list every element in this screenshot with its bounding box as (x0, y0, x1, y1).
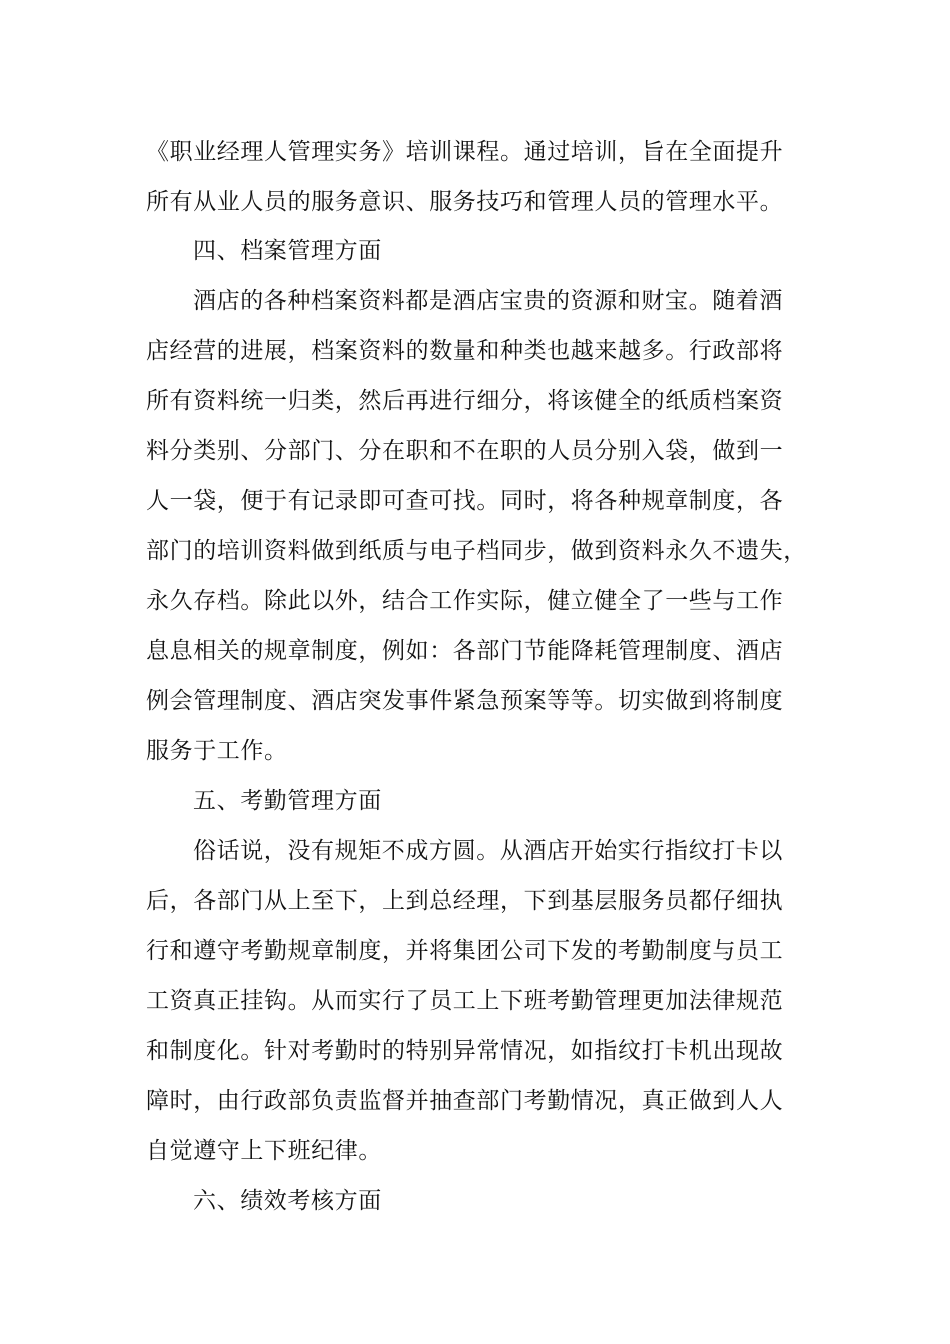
section-heading: 六、绩效考核方面 (193, 1188, 382, 1214)
paragraph-line: 《职业经理人管理实务》培训课程。通过培训，旨在全面提升 (146, 139, 784, 165)
paragraph-line: 酒店的各种档案资料都是酒店宝贵的资源和财宝。随着酒 (193, 288, 783, 314)
paragraph-line: 和制度化。针对考勤时的特别异常情况，如指纹打卡机出现故 (146, 1038, 784, 1064)
paragraph-line: 所有从业人员的服务意识、服务技巧和管理人员的管理水平。 (146, 189, 784, 215)
paragraph-line: 工资真正挂钩。从而实行了员工上下班考勤管理更加法律规范 (146, 988, 784, 1014)
paragraph-line: 障时，由行政部负责监督并抽查部门考勤情况，真正做到人人 (146, 1088, 784, 1114)
paragraph-line: 行和遵守考勤规章制度，并将集团公司下发的考勤制度与员工 (146, 938, 784, 964)
section-heading: 五、考勤管理方面 (193, 788, 382, 814)
paragraph-line: 自觉遵守上下班纪律。 (146, 1138, 382, 1164)
paragraph-line: 俗话说，没有规矩不成方圆。从酒店开始实行指纹打卡以 (193, 838, 783, 864)
paragraph-line: 后，各部门从上至下，上到总经理，下到基层服务员都仔细执 (146, 888, 784, 914)
paragraph-line: 料分类别、分部门、分在职和不在职的人员分别入袋，做到一 (146, 438, 784, 464)
paragraph-line: 人一袋，便于有记录即可查可找。同时，将各种规章制度，各 (146, 488, 784, 514)
paragraph-line: 所有资料统一归类，然后再进行细分，将该健全的纸质档案资 (146, 388, 784, 414)
paragraph-line: 息息相关的规章制度，例如：各部门节能降耗管理制度、酒店 (146, 638, 784, 664)
paragraph-line: 例会管理制度、酒店突发事件紧急预案等等。切实做到将制度 (146, 688, 784, 714)
paragraph-line: 永久存档。除此以外，结合工作实际，健立健全了一些与工作 (146, 588, 784, 614)
section-heading: 四、档案管理方面 (193, 238, 382, 264)
paragraph-line: 部门的培训资料做到纸质与电子档同步，做到资料永久不遗失， (146, 538, 807, 564)
paragraph-line: 服务于工作。 (146, 738, 288, 764)
paragraph-line: 店经营的进展，档案资料的数量和种类也越来越多。行政部将 (146, 338, 784, 364)
